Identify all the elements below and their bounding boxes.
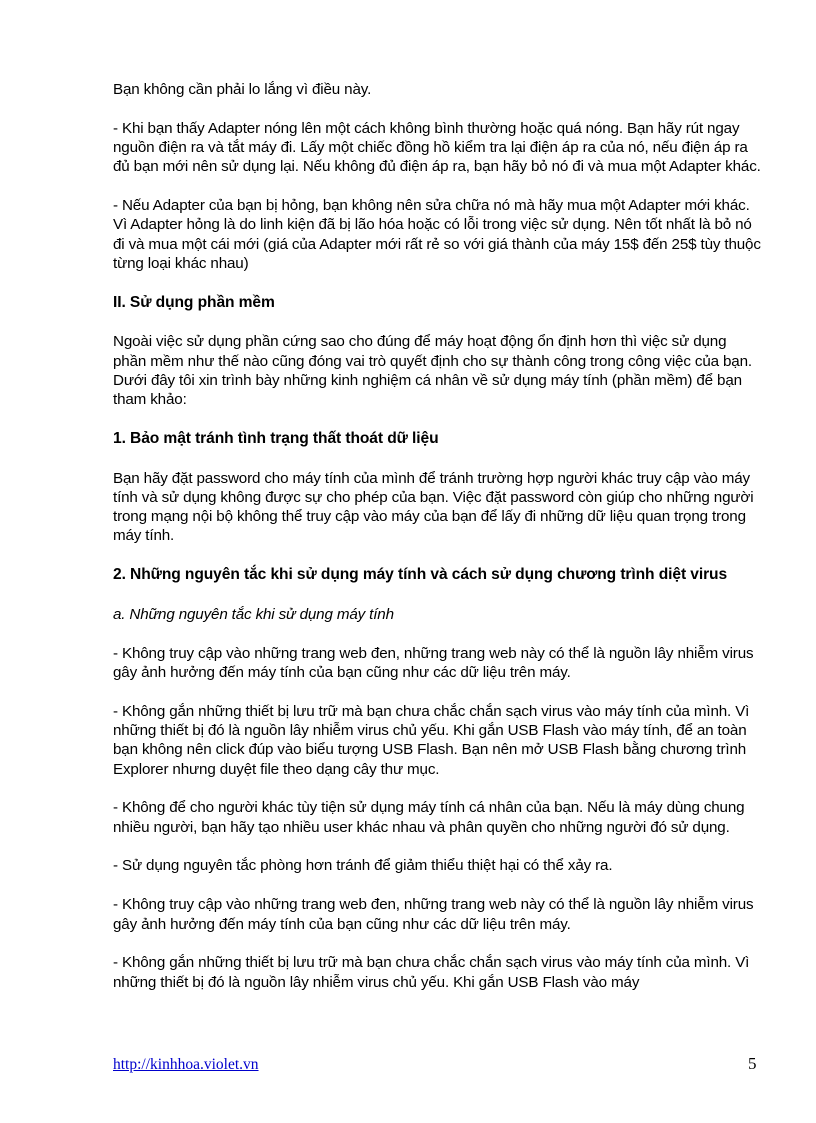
heading-principles: 2. Những nguyên tắc khi sử dụng máy tính và cách sử dụng chương trình diệt virus <box>113 566 728 584</box>
paragraph-adapter-hot: - Khi bạn thấy Adapter nóng lên một cách không bình thường hoặc quá nóng. Bạn hãy rút ngay nguồn điện ra và tắt máy đi. Lấy một chiếc đồng hồ kiểm tra lại điện áp ra của nó, nếu điện áp ra đủ bạn mới nên sử dụng lại. Nếu không đủ điện áp ra, bạn hãy bỏ nó đi và mua một Adapter khác. <box>113 119 761 176</box>
list-item-no-bad-sites-repeat: - Không truy cập vào những trang web đen, những trang web này có thể là nguồn lây nhiễm virus gây ảnh hưởng đến máy tính của bạn cũng như các dữ liệu trên máy. <box>113 896 754 933</box>
footer-link[interactable]: http://kinhhoa.violet.vn <box>113 1056 259 1073</box>
paragraph-password: Bạn hãy đặt password cho máy tính của mình để tránh trường hợp người khác truy cập vào máy tính và sử dụng không được sự cho phép của bạn. Việc đặt password còn giúp cho những người trong mạng nội bộ không thể truy cập vào máy của bạn để lấy đi những dữ liệu quan trọng trong máy tính. <box>113 469 754 545</box>
list-item-prevention: - Sử dụng nguyên tắc phòng hơn tránh để giảm thiểu thiệt hại có thể xảy ra. <box>113 857 613 875</box>
paragraph-adapter-broken: - Nếu Adapter của bạn bị hỏng, bạn không nên sửa chữa nó mà hãy mua một Adapter mới khác. Vì Adapter hỏng là do linh kiện đã bị lão hóa hoặc có lỗi trong việc sử dụng. Nên tốt nhất là bỏ nó đi và mua một cái mới (giá của Adapter mới rất rẻ so với giá thành của máy 15$ đến 25$ tùy thuộc từng loại khác nhau) <box>113 197 761 273</box>
list-item-no-unsafe-storage-repeat: - Không gắn những thiết bị lưu trữ mà bạn chưa chắc chắn sạch virus vào máy tính của mình. Vì những thiết bị đó là nguồn lây nhiễm virus chủ yếu. Khi gắn USB Flash vào máy <box>113 954 750 991</box>
section-heading-software: II. Sử dụng phần mềm <box>113 293 275 311</box>
paragraph-software-intro: Ngoài việc sử dụng phần cứng sao cho đúng để máy hoạt động ổn định hơn thì việc sử dụng phần mềm như thế nào cũng đóng vai trò quyết định cho sự thành công trong công việc của bạn. Dưới đây tôi xin trình bày những kinh nghiệm cá nhân về sử dụng máy tính (phần mềm) để bạn tham khảo: <box>113 333 752 409</box>
paragraph-intro: Bạn không cần phải lo lắng vì điều này. <box>113 81 372 98</box>
page-body <box>113 80 763 1011</box>
heading-security: 1. Bảo mật tránh tình trạng thất thoát dữ liệu <box>113 430 439 448</box>
subheading-principles: a. Những nguyên tắc khi sử dụng máy tính <box>113 605 394 623</box>
list-item-no-sharing: - Không để cho người khác tùy tiện sử dụng máy tính cá nhân của bạn. Nếu là máy dùng chung nhiều người, bạn hãy tạo nhiều user khác nhau và phân quyền cho những người đó sử dụng. <box>113 799 745 836</box>
page-number: 5 <box>748 1054 757 1073</box>
list-item-no-unsafe-storage: - Không gắn những thiết bị lưu trữ mà bạn chưa chắc chắn sạch virus vào máy tính của mình. Vì những thiết bị đó là nguồn lây nhiễm virus chủ yếu. Khi gắn USB Flash vào máy tính, để an toàn bạn không nên click đúp vào biểu tượng USB Flash. Bạn nên mở USB Flash bằng chương trình Explorer nhưng duyệt file theo dạng cây thư mục. <box>113 702 750 778</box>
list-item-no-bad-sites: - Không truy cập vào những trang web đen, những trang web này có thể là nguồn lây nhiễm virus gây ảnh hưởng đến máy tính của bạn cũng như các dữ liệu trên máy. <box>113 644 754 681</box>
